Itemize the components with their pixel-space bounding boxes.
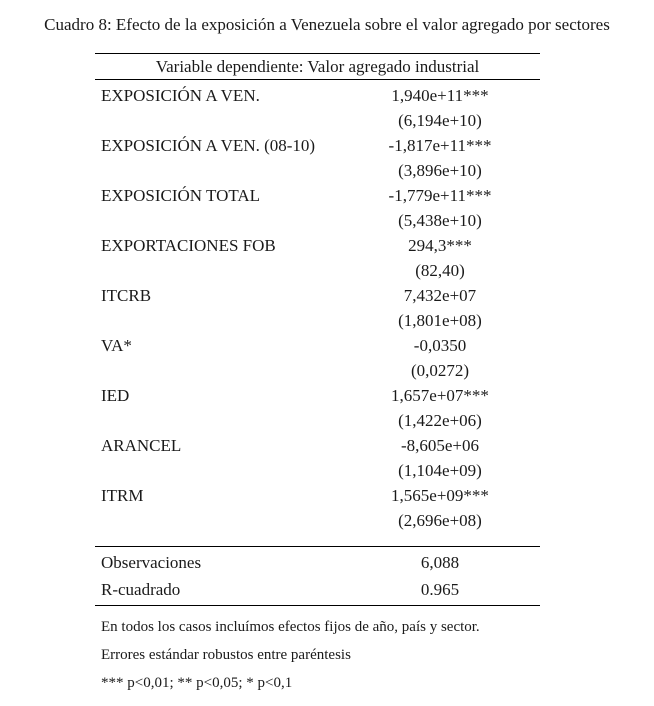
- table-notes: [95, 606, 540, 697]
- stat-label: Observaciones: [101, 552, 202, 572]
- table-row: [95, 258, 540, 283]
- stderr-value: (3,896e+10): [398, 160, 482, 180]
- stderr-value: (5,438e+10): [398, 210, 482, 230]
- stat-value: 0.965: [420, 579, 460, 599]
- dependent-variable-header: Variable dependiente: Valor agregado industrial: [95, 53, 540, 80]
- stderr-value: (0,0272): [410, 360, 470, 380]
- stderr-value: (6,194e+10): [398, 110, 482, 130]
- table-caption: Cuadro 8: Efecto de la exposición a Venezuela sobre el valor agregado por sectores: [44, 15, 610, 34]
- coefficient-value: 294,3***: [408, 235, 472, 255]
- table-row: [95, 508, 540, 533]
- coefficient-value: 1,940e+11***: [391, 85, 489, 105]
- variable-label: ITRM: [101, 485, 144, 505]
- table-row: [95, 458, 540, 483]
- note-fixed-effects: En todos los casos incluímos efectos fijos de año, país y sector.: [101, 619, 480, 635]
- stats-section: [95, 546, 540, 606]
- note-significance-levels: *** p<0,01; ** p<0,05; * p<0,1: [101, 675, 293, 691]
- variable-label: IED: [101, 385, 130, 405]
- table-row: [95, 358, 540, 383]
- table-row: [95, 83, 540, 108]
- coefficient-value: -1,779e+11***: [388, 185, 492, 205]
- table-row: [95, 483, 540, 508]
- stderr-value: (1,104e+09): [398, 460, 482, 480]
- stderr-value: (1,422e+06): [398, 410, 482, 430]
- coefficient-value: -1,817e+11***: [388, 135, 492, 155]
- table-row: [95, 549, 540, 576]
- note-robust-se: Errores estándar robustos entre paréntesis: [101, 647, 351, 663]
- regression-table: [95, 53, 540, 697]
- table-row: [95, 383, 540, 408]
- table-row: [95, 158, 540, 183]
- stat-value: 6,088: [420, 552, 460, 572]
- table-row: [95, 283, 540, 308]
- table-row: [95, 308, 540, 333]
- coefficient-value: -0,0350: [413, 335, 467, 355]
- table-row: [95, 183, 540, 208]
- variable-label: EXPOSICIÓN A VEN.: [101, 85, 260, 105]
- variable-label: EXPOSICIÓN A VEN. (08-10): [101, 135, 316, 155]
- table-row: [95, 208, 540, 233]
- coefficient-value: 1,657e+07***: [391, 385, 489, 405]
- table-row: [95, 433, 540, 458]
- stderr-value: (82,40): [415, 260, 465, 280]
- table-row: [95, 133, 540, 158]
- table-row: [95, 108, 540, 133]
- variable-label: EXPORTACIONES FOB: [101, 235, 276, 255]
- coefficient-value: 1,565e+09***: [391, 485, 489, 505]
- stderr-value: (2,696e+08): [398, 510, 482, 530]
- variable-label: EXPOSICIÓN TOTAL: [101, 185, 261, 205]
- coefficients-section: [95, 80, 540, 546]
- variable-label: ARANCEL: [101, 435, 182, 455]
- table-row: [95, 408, 540, 433]
- stat-label: R-cuadrado: [101, 579, 181, 599]
- variable-label: ITCRB: [101, 285, 152, 305]
- variable-label: VA*: [101, 335, 132, 355]
- table-row: [95, 333, 540, 358]
- stderr-value: (1,801e+08): [398, 310, 482, 330]
- coefficient-value: -8,605e+06: [400, 435, 480, 455]
- table-row: [95, 233, 540, 258]
- table-row: [95, 576, 540, 603]
- coefficient-value: 7,432e+07: [403, 285, 477, 305]
